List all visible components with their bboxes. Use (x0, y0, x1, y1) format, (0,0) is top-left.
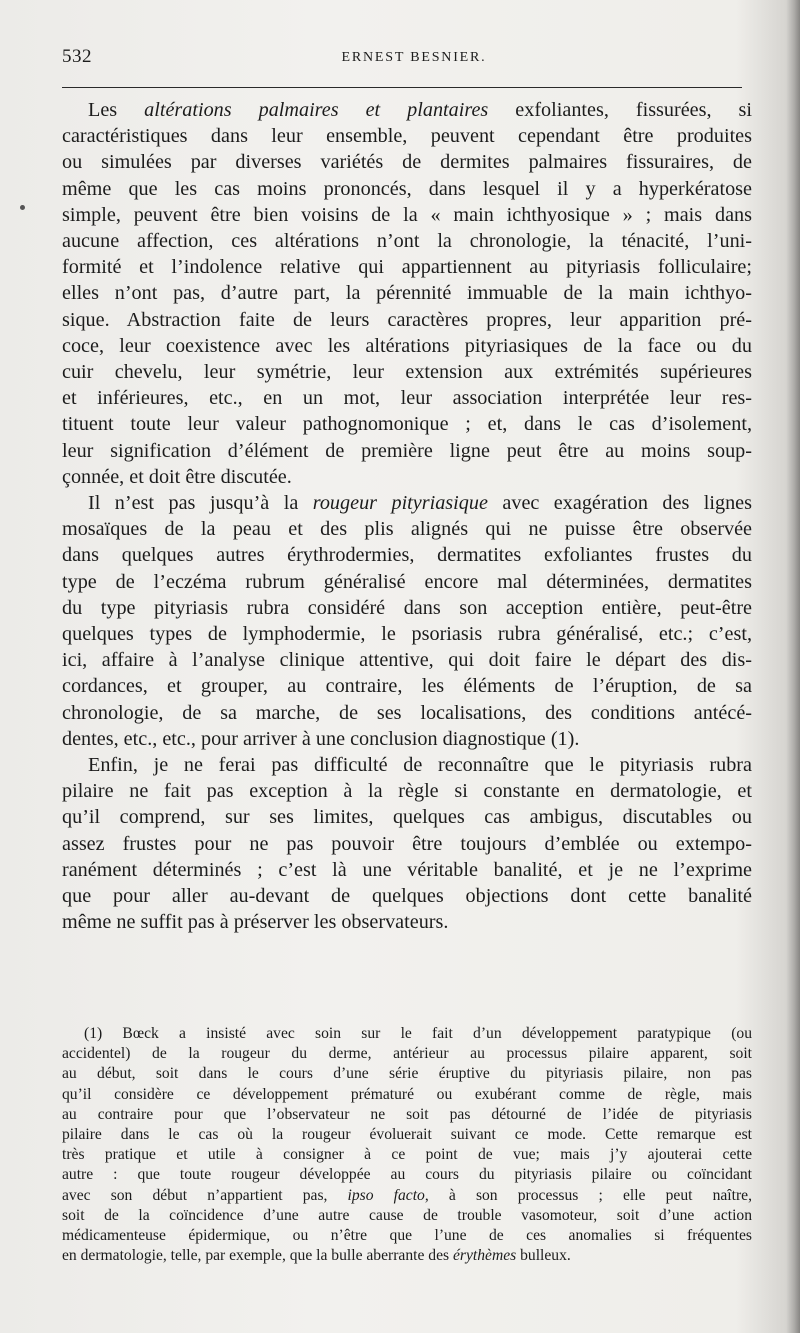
text-run: ranément déterminés ; c’est là une véritable banalité, et je ne l’exprime (62, 858, 752, 881)
text-run: elles n’ont pas, d’autre part, la pérennité immuable de la main ichthyo- (62, 282, 752, 305)
footnote-line (62, 1145, 752, 1165)
text-run: coce, leur coexistence avec les altérations pityriasiques de la face ou du (62, 334, 752, 357)
footnote-line (62, 1226, 752, 1246)
text-run: pilaire ne fait pas exception à la règle si constante en dermatologie, et (62, 780, 752, 803)
text-run: leur signification d’élément de première ligne peut être au moins soup- (62, 439, 752, 462)
text-run: formité et l’indolence relative qui appartiennent au pityriasis folliculaire; (62, 256, 752, 279)
text-line (62, 464, 752, 490)
text-run: très pratique et utile à consigner à ce point de vue; mais j’y ajouterai cette (62, 1146, 752, 1164)
text-run: bulleux. (516, 1247, 571, 1265)
page-number: 532 (62, 46, 92, 67)
footnote-line (62, 1246, 752, 1266)
text-run: dentes, etc., etc., pour arriver à une conclusion diagnostique (1). (62, 727, 580, 750)
footnote-line (62, 1105, 752, 1125)
text-run: mosaïques de la peau et des plis alignés qui ne puisse être observée (62, 518, 752, 541)
text-run: exfoliantes, fissurées, si (488, 99, 752, 121)
text-run: sique. Abstraction faite de leurs caractères propres, leur apparition pré- (62, 308, 752, 331)
margin-dot (20, 205, 25, 210)
main-text (62, 97, 752, 936)
text-run: Il n’est pas jusqu’à la (88, 492, 313, 515)
text-line (62, 333, 752, 359)
text-run: cuir chevelu, leur symétrie, leur extension aux extrémités supérieures (62, 361, 752, 384)
header-rule (62, 87, 742, 88)
text-run: dans quelques autres érythrodermies, dermatites exfoliantes frustes du (62, 544, 752, 567)
paragraph (62, 752, 752, 935)
text-run: qu’il comprend, sur ses limites, quelques cas ambigus, discutables ou (62, 806, 752, 829)
text-run: Enfin, je ne ferai pas difficulté de reconnaître que le pityriasis rubra (88, 754, 752, 777)
text-line (62, 280, 752, 306)
italic-run: altérations palmaires et plantaires (144, 99, 489, 121)
italic-run: érythèmes (452, 1247, 517, 1265)
paragraph (62, 97, 752, 490)
text-run: au début, soit dans le cours d’une série éruptive du pityriasis pilaire, non pas (62, 1065, 752, 1083)
text-run: au contraire pour que l’observateur ne soit pas détourné de l’idée de pityriasis (62, 1105, 752, 1123)
text-run: même ne suffit pas à préserver les observateurs. (62, 911, 449, 934)
text-run: caractéristiques dans leur ensemble, peuvent cependant être produites (62, 125, 752, 148)
paragraph (62, 490, 752, 752)
text-run: (1) Bœck a insisté avec soin sur le fait d’un développement paratypique (ou (84, 1025, 752, 1042)
footnote-line (62, 1186, 752, 1206)
text-run: soit de la coïncidence d’une autre cause de trouble vasomoteur, soit d’une action (62, 1206, 752, 1224)
text-run: chronologie, de sa marche, de ses localisations, des conditions antécé- (62, 701, 752, 724)
text-run: avec son début n’appartient pas, (62, 1186, 348, 1204)
page-edge-shadow (786, 0, 800, 1333)
footnote-line (62, 1064, 752, 1084)
text-line (62, 307, 752, 333)
text-run: tituent toute leur valeur pathognomonique ; et, dans le cas d’isolement, (62, 413, 752, 436)
text-run: Les (88, 99, 145, 121)
text-run: et inférieures, etc., en un mot, leur association interprétée leur res- (62, 387, 752, 410)
footnote-line (62, 1085, 752, 1105)
text-run: autre : que toute rougeur développée au cours du pityriasis pilaire ou coïncidant (62, 1166, 752, 1184)
text-line (62, 804, 752, 830)
text-line (62, 700, 752, 726)
text-line (62, 647, 752, 673)
footnote (62, 1024, 752, 1266)
text-run: pilaire dans le cas où la rougeur évoluerait suivant ce mode. Cette remarque est (62, 1126, 752, 1144)
text-line (62, 490, 752, 516)
text-run: type de l’eczéma rubrum généralisé encore mal déterminées, dermatites (62, 570, 752, 593)
text-line (62, 176, 752, 202)
text-run: même que les cas moins prononcés, dans lesquel il y a hyperkératose (62, 177, 752, 200)
text-run: aucune affection, ces altérations n’ont la chronologie, la ténacité, l’uni- (62, 230, 752, 253)
page-header (62, 44, 742, 74)
text-run: simple, peuvent être bien voisins de la « main ichthyosique » ; mais dans (62, 203, 752, 226)
text-run: assez frustes pour ne pas pouvoir être toujours d’emblée ou extempo- (62, 832, 752, 855)
text-line (62, 726, 752, 752)
italic-run: ipso facto (347, 1186, 425, 1204)
text-line (62, 909, 752, 935)
text-line (62, 202, 752, 228)
text-line (62, 752, 752, 778)
running-head: ERNEST BESNIER. (341, 50, 487, 65)
text-line (62, 411, 752, 437)
text-run: cordances, et grouper, au contraire, les éléments de l’éruption, de sa (62, 675, 752, 698)
text-line (62, 385, 752, 411)
text-run: ici, affaire à l’analyse clinique attentive, qui doit faire le départ des dis- (62, 649, 752, 672)
text-line (62, 228, 752, 254)
text-line (62, 97, 752, 123)
italic-run: rougeur pityriasique (312, 492, 488, 515)
footnote-line (62, 1024, 752, 1044)
text-run: que pour aller au-devant de quelques objections dont cette banalité (62, 885, 752, 908)
text-line (62, 831, 752, 857)
text-run: , à son processus ; elle peut naître, (424, 1186, 752, 1204)
footnote-line (62, 1206, 752, 1226)
text-line (62, 883, 752, 909)
text-line (62, 673, 752, 699)
text-run: avec exagération des lignes (487, 492, 752, 515)
footnote-line (62, 1044, 752, 1064)
text-line (62, 569, 752, 595)
text-line (62, 857, 752, 883)
footnote-line (62, 1165, 752, 1185)
text-line (62, 542, 752, 568)
text-line (62, 149, 752, 175)
text-line (62, 438, 752, 464)
text-line (62, 254, 752, 280)
text-run: ou simulées par diverses variétés de dermites palmaires fissuraires, de (62, 151, 752, 174)
text-run: qu’il considère ce développement prématuré ou exubérant comme de règle, mais (62, 1085, 752, 1103)
text-line (62, 516, 752, 542)
text-line (62, 778, 752, 804)
text-line (62, 621, 752, 647)
text-line (62, 595, 752, 621)
text-run: en dermatologie, telle, par exemple, que la bulle aberrante des (62, 1247, 453, 1265)
text-run: quelques types de lymphodermie, le psoriasis rubra généralisé, etc.; c’est, (62, 623, 752, 646)
text-line (62, 359, 752, 385)
footnote-line (62, 1125, 752, 1145)
text-run: du type pityriasis rubra considéré dans son acception entière, peut-être (62, 596, 752, 619)
text-run: accidentel) de la rougeur du derme, antérieur au processus pilaire apparent, soit (62, 1045, 752, 1063)
text-run: çonnée, et doit être discutée. (62, 465, 292, 488)
text-line (62, 123, 752, 149)
text-run: médicamenteuse épidermique, ou n’être que l’une de ces anomalies si fréquentes (62, 1227, 752, 1245)
